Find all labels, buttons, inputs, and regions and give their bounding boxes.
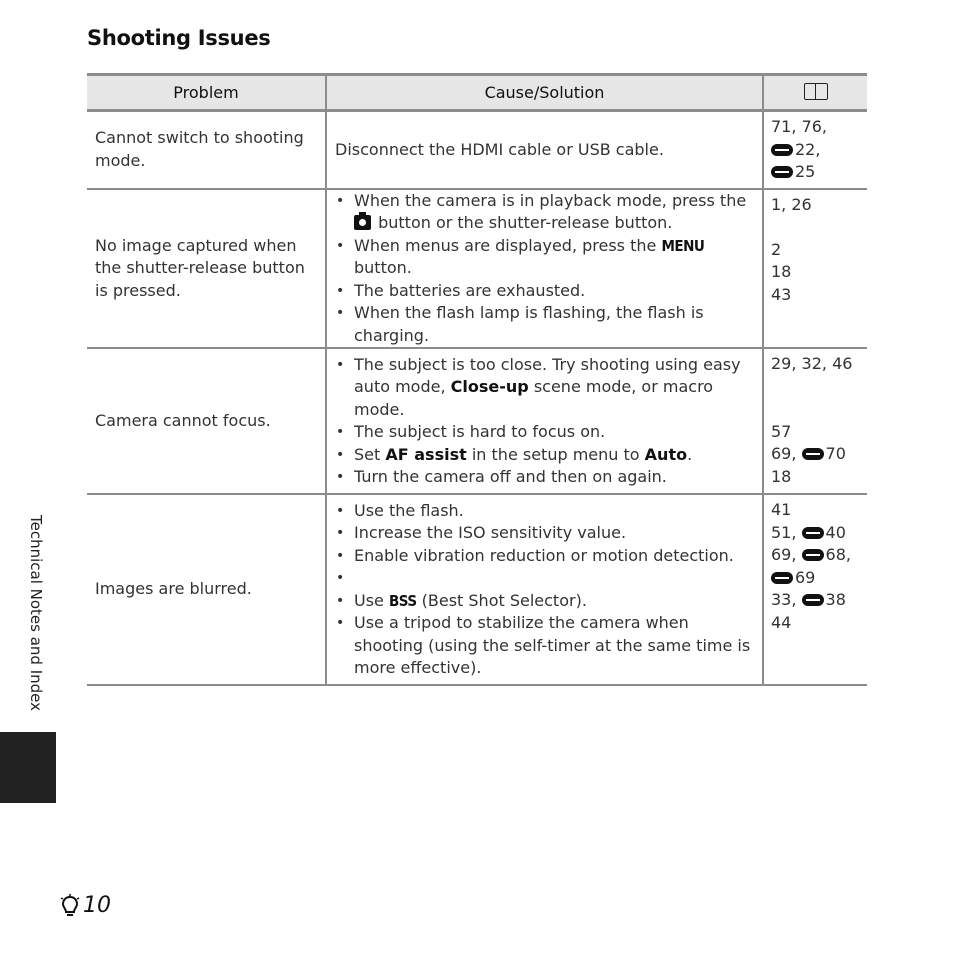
bulb-tips-icon <box>60 894 80 918</box>
list-item: • Use BSS (Best Shot Selector). <box>354 590 754 613</box>
reference-cell <box>763 111 867 189</box>
reference-section-icon <box>802 527 826 539</box>
solution-cell <box>326 348 763 494</box>
list-item: • The batteries are exhausted. <box>354 280 754 303</box>
reference-section-icon <box>771 572 795 584</box>
problem-cell: No image captured when the shutter-release button is pressed. <box>87 189 326 349</box>
table-row <box>87 111 867 189</box>
header-reference <box>763 75 867 111</box>
book-reference-icon <box>804 83 828 100</box>
list-item: • The subject is hard to focus on. <box>354 421 754 444</box>
reference-cell <box>763 189 867 349</box>
side-tab-marker <box>0 732 56 803</box>
reference-cell <box>763 348 867 494</box>
reference-line: 29, 32, 46 <box>771 354 853 373</box>
reference-section-icon <box>771 144 795 156</box>
header-cause-solution: Cause/Solution <box>326 75 763 111</box>
list-item: • Set AF assist in the setup menu to Auto. <box>354 444 754 467</box>
list-item: • Use the flash. <box>354 500 754 523</box>
reference-line: 18 <box>771 262 792 281</box>
page-number: 10 <box>60 893 111 918</box>
table-header-row <box>87 75 867 111</box>
camera-icon <box>354 215 371 230</box>
table-row <box>87 348 867 494</box>
list-item: • Enable vibration reduction or motion detection. <box>354 545 754 568</box>
list-item: • Turn the camera off and then on again. <box>354 466 754 489</box>
list-item: • Increase the ISO sensitivity value. <box>354 522 754 545</box>
solution-cell: Disconnect the HDMI cable or USB cable. <box>326 111 763 189</box>
problem-cell: Camera cannot focus. <box>87 348 326 494</box>
reference-line: 51, 40 <box>771 522 846 542</box>
table-row <box>87 494 867 685</box>
reference-line: 25 <box>771 161 861 184</box>
reference-line: 33, 38 <box>771 590 846 609</box>
reference-line: 71, 76, <box>771 117 827 136</box>
solution-cell <box>326 494 763 685</box>
table-row <box>87 189 867 349</box>
bss-glyph: BSS <box>388 591 417 610</box>
reference-section-icon <box>802 594 826 606</box>
reference-section-icon <box>771 166 795 178</box>
header-problem: Problem <box>87 75 326 111</box>
reference-line: 69, 68, <box>771 545 851 564</box>
shooting-issues-table <box>87 73 867 686</box>
reference-cell <box>763 494 867 685</box>
reference-line: 18 <box>771 466 792 486</box>
side-tab-label: Technical Notes and Index <box>27 515 45 712</box>
solution-cell <box>326 189 763 349</box>
list-item: • The subject is too close. Try shooting using easy auto mode, Close-up scene mode, or macro mode. <box>354 354 754 422</box>
reference-line: 2 <box>771 239 782 259</box>
problem-cell: Images are blurred. <box>87 494 326 685</box>
reference-line: 43 <box>771 284 792 304</box>
reference-line: 22, <box>771 139 861 162</box>
reference-line: 69 <box>771 567 861 590</box>
reference-line: 69, 70 <box>771 444 846 463</box>
reference-section-icon <box>802 549 826 561</box>
page-title: Shooting Issues <box>87 26 271 50</box>
reference-section-icon <box>802 448 826 460</box>
list-item: • When the flash lamp is flashing, the flash is charging. <box>354 302 754 347</box>
list-item: • When menus are displayed, press the MENU button. <box>354 235 754 280</box>
reference-line: 41 <box>771 500 792 519</box>
list-item: • Use a tripod to stabilize the camera when shooting (using the self-timer at the same time is more effective). <box>354 612 754 680</box>
reference-line: 57 <box>771 421 792 441</box>
list-item: • When the camera is in playback mode, press the button or the shutter-release button. <box>354 190 754 235</box>
menu-button-glyph: MENU <box>661 236 705 255</box>
reference-line: 1, 26 <box>771 194 812 214</box>
problem-cell: Cannot switch to shooting mode. <box>87 111 326 189</box>
reference-line: 44 <box>771 612 792 632</box>
